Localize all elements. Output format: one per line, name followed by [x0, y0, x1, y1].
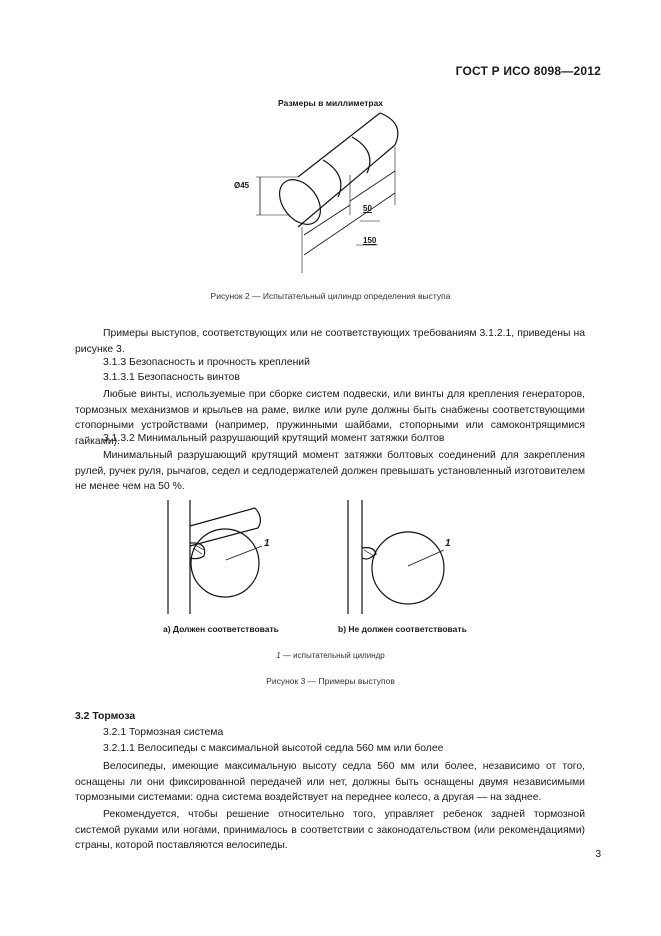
paragraph-recommendation	[75, 807, 585, 854]
example-a-label: а) Должен соответствовать	[163, 624, 279, 634]
callout-1-b: 1	[445, 538, 451, 549]
total-dimension: 150	[363, 236, 377, 245]
diameter-dimension: Ø45	[234, 181, 250, 190]
heading-3-2-1: 3.2.1 Тормозная система	[103, 727, 224, 738]
document-header: ГОСТ Р ИСО 8098—2012	[455, 64, 601, 78]
example-b-label: b) Не должен соответствовать	[338, 624, 467, 634]
figure2-caption: Рисунок 2 — Испытательный цилиндр определения выступа	[210, 291, 451, 301]
paragraph-examples	[75, 326, 585, 357]
paragraph-screws-text: Любые винты, используемые при сборке систем подвески, или винты для крепления генераторов, тормозных механизмов и крыльев на раме, вилке или руле должны быть снабжены соответствующими стопорными устройствами (например, пружинными шайбами, стопорными или самоконтрящимися гайками).	[75, 389, 585, 447]
figure3-legend	[0, 651, 661, 660]
heading-3-1-3: 3.1.3 Безопасность и прочность креплений	[103, 357, 310, 368]
page-number: 3	[595, 849, 601, 860]
units-note: Размеры в миллиметрах	[277, 98, 384, 108]
callout-1-a: 1	[264, 538, 270, 549]
legend-text: — испытательный цилиндр	[280, 651, 385, 660]
figure3-caption: Рисунок 3 — Примеры выступов	[266, 676, 395, 686]
heading-3-2-1-1: 3.2.1.1 Велосипеды с максимальной высотой седла 560 мм или более	[103, 743, 444, 754]
paragraph-torque	[75, 448, 585, 495]
paragraph-recommendation-text: Рекомендуется, чтобы решение относительно того, управляет ребенок задней тормозной системой руками или ногами, принималось в соответствии с законодательством (или рекомендациями) страны, которой поставляются велосипеды.	[75, 809, 585, 852]
paragraph-brakes-text: Велосипеды, имеющие максимальную высоту седла 560 мм или более, независимо от того, оснащены ли они фиксированной передачей или нет, должны быть оснащены двумя независимыми тормозными системами: одна система воздействует на переднее колесо, а другая — на заднее.	[75, 761, 585, 804]
legend-number: 1	[276, 651, 281, 660]
paragraph-brakes	[75, 759, 585, 806]
heading-3-1-3-2: 3.1.3.2 Минимальный разрушающий крутящий момент затяжки болтов	[103, 433, 445, 444]
paragraph-torque-text: Минимальный разрушающий крутящий момент затяжки болтовых соединений для закрепления рулей, ручек руля, рычагов, седел и седлодержателей должен превышать установленный изготовителем не менее чем на 50 %.	[75, 450, 585, 493]
heading-3-2: 3.2 Тормоза	[75, 711, 136, 722]
segment-dimension: 50	[363, 204, 372, 213]
heading-3-1-3-1: 3.1.3.1 Безопасность винтов	[103, 372, 240, 383]
test-cylinder-drawing	[220, 105, 420, 280]
paragraph-examples-text: Примеры выступов, соответствующих или не соответствующих требованиям 3.1.2.1, приведены на рисунке 3.	[75, 328, 585, 355]
example-a-drawing	[160, 498, 280, 616]
example-b-drawing	[340, 498, 460, 616]
